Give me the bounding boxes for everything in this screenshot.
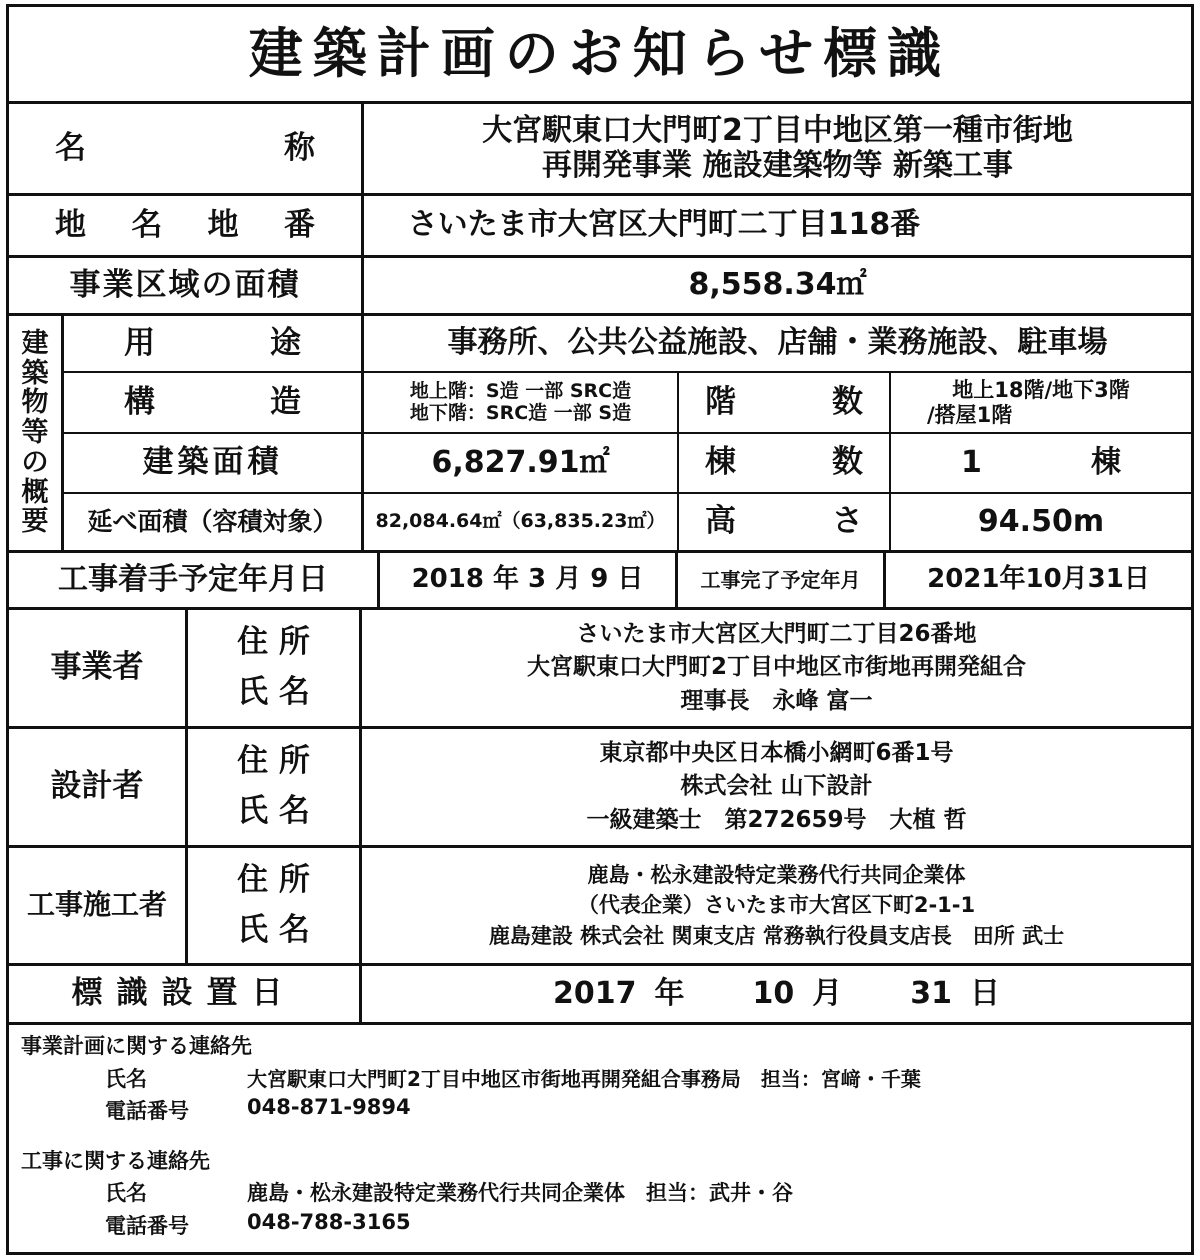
location-label-char: 地 [55, 206, 86, 243]
location-label [9, 196, 361, 255]
height-label-right: さ [832, 503, 863, 540]
designer-line: 一級建築士 第272659号 大植 哲 [586, 806, 967, 833]
contact-construction-phone-label: 電話番号 [105, 1214, 189, 1238]
sign-title: 建築計画のお知らせ標識 [248, 21, 952, 85]
name-label-right: 称 [284, 129, 315, 166]
designer-line: 株式会社 山下設計 [680, 773, 873, 800]
designer-address-label: 住 所 [237, 743, 310, 780]
operator-line: 理事長 永峰 富一 [680, 687, 873, 714]
constructor-role: 工事施工者 [26, 888, 167, 922]
contact-project-name-label: 氏名 [105, 1067, 147, 1091]
end-label: 工事完了予定年月 [700, 567, 861, 592]
constructor-name-label: 氏 名 [237, 911, 310, 948]
contact-project-phone-label: 電話番号 [105, 1099, 189, 1123]
operator-role: 事業者 [50, 649, 144, 686]
structure-value [364, 373, 677, 432]
height-label-left: 高 [705, 503, 736, 540]
count-value [891, 434, 1191, 492]
overview-side-label [9, 316, 61, 550]
area-value: 8,558.34㎡ [688, 267, 867, 303]
count-num: 1 [961, 444, 982, 480]
sign-board [6, 4, 1194, 1255]
height-label [679, 494, 889, 550]
location-label-char: 地 [207, 206, 239, 243]
count-label [679, 434, 889, 492]
designer-role: 設計者 [50, 768, 144, 805]
contact-construction-name-label: 氏名 [105, 1181, 147, 1205]
name-label-left: 名 [55, 129, 86, 166]
designer-field-labels [188, 729, 359, 845]
location-label-char: 名 [131, 206, 163, 243]
structure-label-left: 構 [124, 383, 155, 420]
overview-char: 建 [21, 328, 49, 360]
overview-char: の [21, 446, 49, 478]
floors-label-right: 数 [832, 383, 863, 420]
sign-date-label: 標識設置日 [71, 975, 297, 1012]
location-value: さいたま市大宮区大門町二丁目118番 [407, 207, 921, 243]
designer-details [362, 729, 1191, 845]
contact-project-name-value: 大宮駅東口大門町2丁目中地区市街地再開発組合事務局 担当：宮﨑・千葉 [247, 1067, 921, 1091]
operator-line: 大宮駅東口大門町2丁目中地区市街地再開発組合 [526, 654, 1026, 681]
name-value [364, 104, 1191, 193]
constructor-details [362, 848, 1191, 963]
sign-month-unit: 月 [812, 975, 843, 1011]
designer-line: 東京都中央区日本橋小網町6番1号 [599, 739, 954, 766]
constructor-line: （代表企業）さいたま市大宮区下町2-1-1 [577, 893, 976, 918]
structure-line2: 地下階：SRC造 一部 S造 [409, 401, 632, 424]
structure-line1: 地上階：S造 一部 SRC造 [409, 379, 632, 402]
overview-char: 等 [21, 417, 49, 449]
start-label: 工事着手予定年月日 [58, 561, 328, 597]
floors-label-left: 階 [705, 383, 736, 420]
floors-line1: 地上18階/地下3階 [952, 378, 1130, 403]
use-value: 事務所、公共公益施設、店舗・業務施設、駐車場 [447, 325, 1108, 361]
sign-day-unit: 日 [970, 975, 1000, 1011]
use-label-right: 途 [270, 324, 301, 361]
structure-label [64, 373, 361, 432]
floors-label [679, 373, 889, 432]
count-unit: 棟 [1091, 444, 1121, 480]
contact-construction-phone-value: 048-788-3165 [247, 1210, 411, 1234]
building-area-label: 建築面積 [142, 444, 283, 481]
operator-name-label: 氏 名 [237, 674, 310, 710]
building-area-value: 6,827.91㎡ [431, 444, 610, 480]
location-label-char: 番 [283, 206, 315, 243]
sign-year-unit: 年 [654, 975, 685, 1011]
use-label [64, 316, 361, 371]
rule [9, 1022, 1191, 1025]
floors-line2: /搭屋1階 [927, 402, 1013, 427]
sign-date-value [362, 966, 1191, 1022]
contact-construction-heading: 工事に関する連絡先 [21, 1149, 210, 1173]
name-line1: 大宮駅東口大門町2丁目中地区第一種市街地 [482, 113, 1073, 148]
structure-label-right: 造 [270, 383, 301, 420]
area-label: 事業区域の面積 [69, 266, 301, 303]
sign-month: 10 [752, 975, 795, 1011]
operator-line: さいたま市大宮区大門町二丁目26番地 [576, 620, 977, 647]
contact-project-phone-value: 048-871-9894 [247, 1095, 411, 1119]
constructor-line: 鹿島建設 株式会社 関東支店 常務執行役員支店長 田所 武士 [488, 923, 1065, 948]
constructor-address-label: 住 所 [237, 861, 310, 898]
operator-field-labels [188, 610, 359, 726]
floor-area-value: 82,084.64㎡（63,835.23㎡） [375, 510, 666, 533]
height-value: 94.50m [977, 503, 1105, 539]
operator-details [362, 610, 1191, 726]
overview-char: 要 [21, 506, 49, 538]
overview-char: 概 [21, 476, 49, 508]
contact-construction-name-value: 鹿島・松永建設特定業務代行共同企業体 担当：武井・谷 [247, 1181, 793, 1205]
floors-value [891, 373, 1191, 432]
contact-project-heading: 事業計画に関する連絡先 [21, 1034, 252, 1058]
sign-year: 2017 [553, 975, 637, 1011]
name-line2: 再開発事業 施設建築物等 新築工事 [542, 147, 1013, 183]
count-label-left: 棟 [705, 444, 736, 481]
overview-char: 築 [21, 357, 49, 389]
count-label-right: 数 [832, 444, 863, 481]
name-label [9, 104, 361, 193]
overview-char: 物 [21, 387, 49, 419]
sign-day: 31 [910, 975, 952, 1011]
constructor-field-labels [188, 848, 359, 963]
constructor-line: 鹿島・松永建設特定業務代行共同企業体 [587, 862, 966, 887]
floor-area-label: 延べ面積（容積対象） [87, 506, 338, 536]
start-value: 2018 年 3 月 9 日 [411, 564, 644, 595]
use-label-left: 用 [124, 324, 155, 361]
operator-address-label: 住 所 [237, 624, 310, 661]
designer-name-label: 氏 名 [237, 793, 310, 829]
end-value: 2021年10月31日 [927, 564, 1150, 595]
